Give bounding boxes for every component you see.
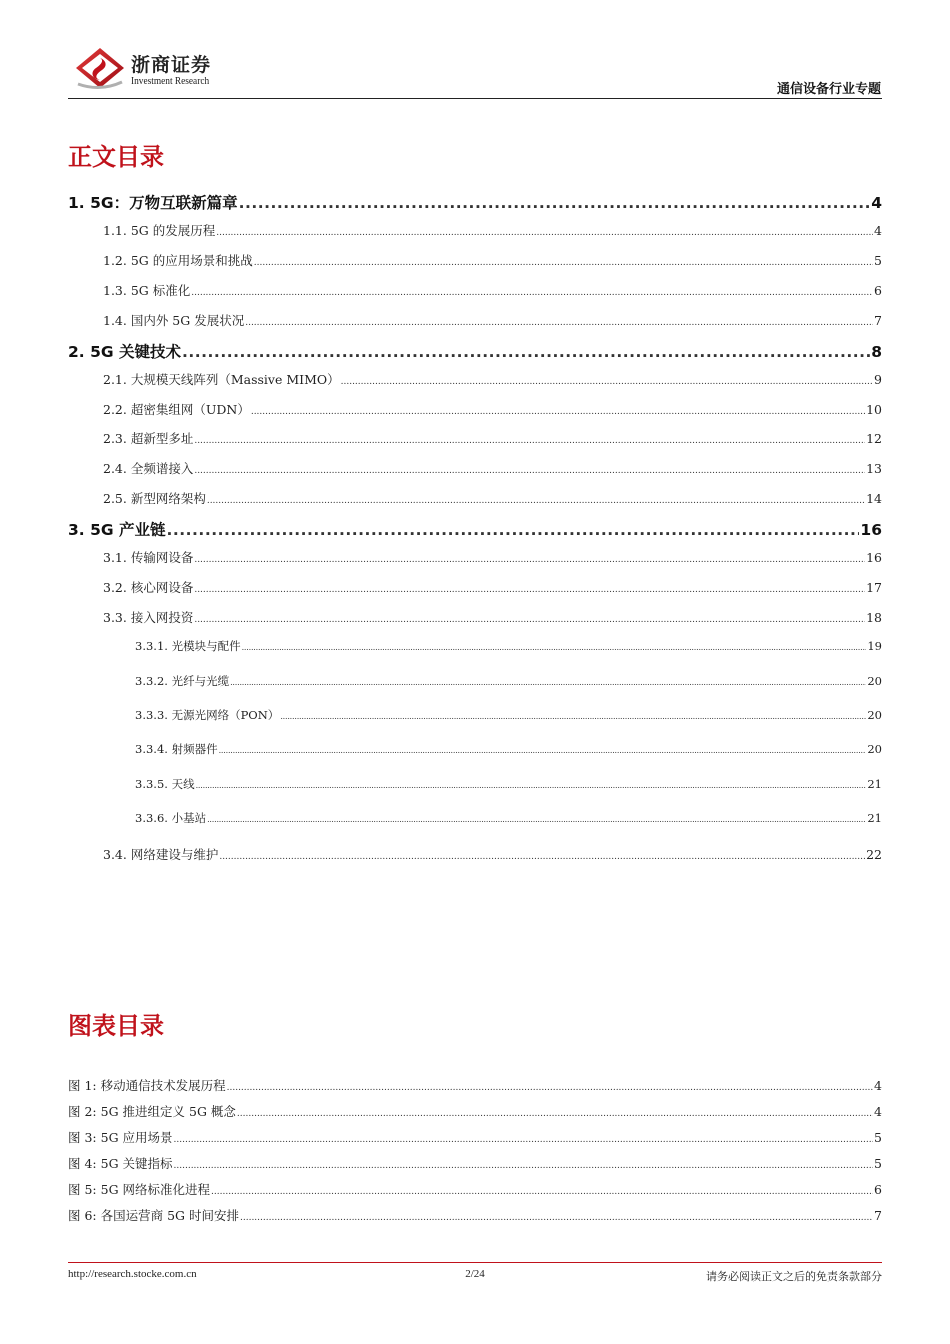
toc-leader xyxy=(239,194,871,212)
toc-item-page: 14 xyxy=(866,491,882,506)
figure-leader xyxy=(237,1109,873,1119)
toc-item[interactable] xyxy=(103,311,882,329)
toc-item-page: 16 xyxy=(860,521,882,539)
toc-item-label: 1.4. 国内外 5G 发展状况 xyxy=(103,313,245,328)
figure-item-label: 图 2: 5G 推进组定义 5G 概念 xyxy=(68,1104,236,1119)
toc-leader xyxy=(254,258,873,268)
toc-item-label: 3.2. 核心网设备 xyxy=(103,580,194,595)
toc-item-page: 7 xyxy=(874,313,882,328)
figure-item[interactable] xyxy=(68,1154,882,1172)
footer-url-link[interactable]: http://research.stocke.com.cn xyxy=(68,1268,197,1280)
figure-item-page: 5 xyxy=(874,1130,882,1145)
company-name-en: Investment Research xyxy=(131,75,210,87)
toc-item-page: 20 xyxy=(867,742,882,756)
figure-item-page: 4 xyxy=(874,1104,882,1119)
header-divider xyxy=(68,98,882,99)
toc-item[interactable] xyxy=(135,673,882,689)
toc-item-label: 3.3.5. 天线 xyxy=(135,777,195,791)
toc-leader xyxy=(230,678,866,687)
toc-leader xyxy=(216,228,873,238)
toc-item[interactable] xyxy=(103,489,882,507)
toc-item-label: 2.1. 大规模天线阵列（Massive MIMO） xyxy=(103,372,340,387)
toc-item-label: 3. 5G 产业链 xyxy=(68,521,166,539)
toc-item[interactable] xyxy=(135,638,882,654)
figure-leader xyxy=(240,1213,873,1223)
toc-leader xyxy=(182,343,870,361)
toc-item-label: 1.2. 5G 的应用场景和挑战 xyxy=(103,253,253,268)
toc-leader xyxy=(166,521,859,539)
toc-leader xyxy=(251,407,865,417)
footer-divider xyxy=(68,1262,882,1263)
toc-title: 正文目录 xyxy=(68,143,164,171)
toc-item-page: 21 xyxy=(867,777,882,791)
toc-leader xyxy=(191,288,873,298)
figure-item-label: 图 5: 5G 网络标准化进程 xyxy=(68,1182,211,1197)
toc-item-label: 3.3.1. 光模块与配件 xyxy=(135,639,241,653)
report-category: 通信设备行业专题 xyxy=(776,82,881,97)
figure-item-page: 4 xyxy=(874,1078,882,1093)
figure-item-label: 图 3: 5G 应用场景 xyxy=(68,1130,173,1145)
toc-leader xyxy=(194,436,865,446)
figure-item-label: 图 4: 5G 关键指标 xyxy=(68,1156,173,1171)
toc-item-page: 21 xyxy=(867,811,882,825)
toc-leader xyxy=(194,555,865,565)
toc-leader xyxy=(219,852,865,862)
toc-item[interactable] xyxy=(103,281,882,299)
toc-item-page: 5 xyxy=(874,253,882,268)
toc-item[interactable] xyxy=(68,518,882,540)
toc-item[interactable] xyxy=(103,608,882,626)
toc-item-page: 16 xyxy=(866,550,882,565)
toc-item[interactable] xyxy=(103,429,882,447)
toc-leader xyxy=(219,746,867,755)
toc-leader xyxy=(245,318,873,328)
toc-item-label: 3.3.2. 光纤与光缆 xyxy=(135,674,230,688)
toc-item-label: 2.3. 超新型多址 xyxy=(103,431,194,446)
toc-item-page: 8 xyxy=(871,343,882,361)
figure-item[interactable] xyxy=(68,1180,882,1198)
toc-item-page: 12 xyxy=(866,431,882,446)
toc-item[interactable] xyxy=(135,810,882,826)
toc-item-page: 19 xyxy=(867,639,882,653)
toc-item-page: 4 xyxy=(874,223,882,238)
company-name-cn: 浙商证券 xyxy=(131,54,212,76)
toc-item-label: 1. 5G：万物互联新篇章 xyxy=(68,194,238,212)
toc-leader xyxy=(242,643,867,652)
toc-leader xyxy=(194,615,865,625)
toc-item[interactable] xyxy=(68,191,882,213)
figure-leader xyxy=(174,1135,874,1145)
disclaimer-note: 请务必阅读正文之后的免责条款部分 xyxy=(706,1271,882,1283)
figure-item[interactable] xyxy=(68,1128,882,1146)
toc-item-label: 2. 5G 关键技术 xyxy=(68,343,181,361)
figure-leader xyxy=(174,1161,874,1171)
figure-item-label: 图 6: 各国运营商 5G 时间安排 xyxy=(68,1208,239,1223)
toc-leader xyxy=(196,781,867,790)
figure-item-page: 7 xyxy=(874,1208,882,1223)
toc-item[interactable] xyxy=(103,251,882,269)
toc-item-page: 9 xyxy=(874,372,882,387)
toc-leader xyxy=(194,466,865,476)
toc-item-label: 3.1. 传输网设备 xyxy=(103,550,194,565)
toc-item-label: 3.3.3. 无源光网络（PON） xyxy=(135,708,280,722)
company-logo-icon xyxy=(74,46,126,90)
toc-leader xyxy=(280,712,866,721)
toc-item-page: 13 xyxy=(866,461,882,476)
figure-item-label: 图 1: 移动通信技术发展历程 xyxy=(68,1078,226,1093)
toc-item-label: 3.3. 接入网投资 xyxy=(103,610,194,625)
toc-item-label: 3.3.4. 射频器件 xyxy=(135,742,218,756)
toc-item-page: 4 xyxy=(871,194,882,212)
toc-item[interactable] xyxy=(135,741,882,757)
toc-item[interactable] xyxy=(103,548,882,566)
toc-item[interactable] xyxy=(103,400,882,418)
toc-item-label: 1.3. 5G 标准化 xyxy=(103,283,191,298)
toc-item-page: 20 xyxy=(867,674,882,688)
toc-item-page: 22 xyxy=(866,847,882,862)
toc-item[interactable] xyxy=(68,340,882,362)
toc-item[interactable] xyxy=(103,370,882,388)
toc-leader xyxy=(207,496,865,506)
toc-item[interactable] xyxy=(135,707,882,723)
toc-item[interactable] xyxy=(103,459,882,477)
toc-item[interactable] xyxy=(135,776,882,792)
figure-item[interactable] xyxy=(68,1076,882,1094)
toc-item-label: 3.3.6. 小基站 xyxy=(135,811,207,825)
figure-item-page: 6 xyxy=(874,1182,882,1197)
toc-leader xyxy=(207,815,866,824)
toc-item[interactable] xyxy=(103,221,882,239)
toc-item[interactable] xyxy=(103,578,882,596)
toc-item-label: 2.5. 新型网络架构 xyxy=(103,491,206,506)
figures-title: 图表目录 xyxy=(68,1012,164,1040)
toc-item-label: 1.1. 5G 的发展历程 xyxy=(103,223,216,238)
toc-item-page: 10 xyxy=(866,402,882,417)
toc-item-page: 20 xyxy=(867,708,882,722)
toc-leader xyxy=(194,585,865,595)
figure-item-page: 5 xyxy=(874,1156,882,1171)
toc-item-page: 18 xyxy=(866,610,882,625)
toc-item-label: 2.4. 全频谱接入 xyxy=(103,461,194,476)
figure-leader xyxy=(227,1083,873,1093)
toc-item-page: 17 xyxy=(866,580,882,595)
figure-leader xyxy=(211,1187,873,1197)
page-number: 2/24 xyxy=(465,1268,485,1280)
toc-item[interactable] xyxy=(103,845,882,863)
toc-item-page: 6 xyxy=(874,283,882,298)
toc-item-label: 2.2. 超密集组网（UDN） xyxy=(103,402,250,417)
figure-item[interactable] xyxy=(68,1206,882,1224)
toc-item-label: 3.4. 网络建设与维护 xyxy=(103,847,219,862)
figure-item[interactable] xyxy=(68,1102,882,1120)
toc-leader xyxy=(341,377,873,387)
